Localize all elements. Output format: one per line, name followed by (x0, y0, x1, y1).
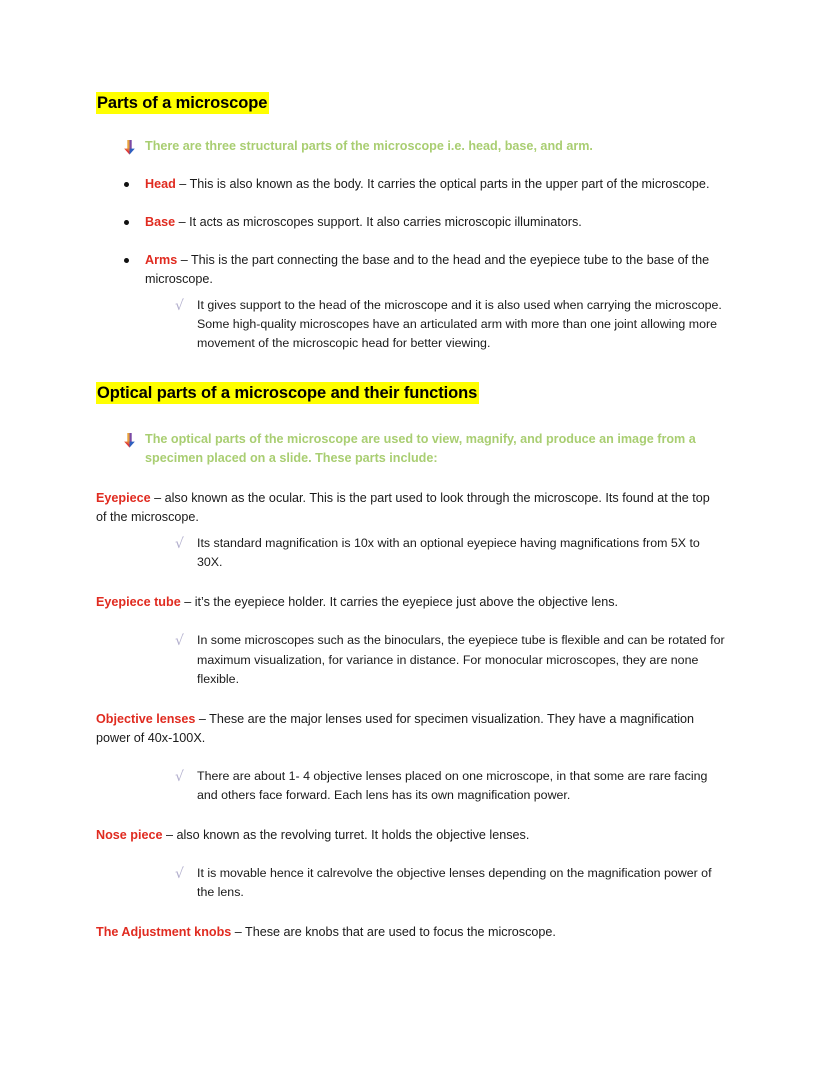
paragraph-eyepiece-tube (96, 593, 721, 612)
check-mark-icon: √ (175, 297, 184, 314)
lead-paragraph-optical-parts (96, 430, 736, 468)
term-label: Eyepiece (96, 491, 151, 506)
section-heading (96, 382, 736, 404)
term-label: Head (145, 177, 176, 192)
list-item (96, 213, 736, 232)
sub-list-item (96, 767, 736, 805)
disc-bullet-icon (124, 258, 129, 263)
disc-bullet-icon (124, 182, 129, 187)
list-item-content (145, 213, 582, 232)
term-description: – This is the part connecting the base and to the head and the eyepiece tube to the base of the microscope. (145, 253, 710, 287)
lead-paragraph-structural-parts (96, 137, 736, 156)
sub-list-item-text: It gives support to the head of the microscope and it is also used when carrying the microscope. Some high-quality microscopes have an articulated arm with more than one joint allowing more movement of the microscopic head for better viewing. (197, 297, 722, 351)
page-title (96, 92, 736, 114)
check-mark-icon: √ (175, 866, 184, 883)
term-description: – This is also known as the body. It carries the optical parts in the upper part of the microscope. (175, 177, 710, 192)
term-label: The Adjustment knobs (96, 925, 232, 940)
paragraph-eyepiece (96, 489, 721, 527)
check-mark-icon: √ (175, 633, 184, 650)
term-label: Base (145, 215, 176, 230)
multicolor-arrow-bullet-icon (123, 140, 136, 155)
term-description: – it’s the eyepiece holder. It carries the eyepiece just above the objective lens. (180, 595, 619, 610)
sub-list-item (96, 864, 736, 902)
disc-bullet-icon (124, 220, 129, 225)
page-title-text: Parts of a microscope (97, 94, 268, 112)
list-item-content (145, 251, 723, 289)
term-label: Eyepiece tube (96, 595, 181, 610)
paragraph-objective-lenses (96, 710, 721, 748)
term-description: – These are knobs that are used to focus the microscope. (231, 925, 556, 940)
check-mark-icon: √ (175, 535, 184, 552)
term-description: – also known as the ocular. This is the part used to look through the microscope. Its found at the top of the microscope. (96, 491, 710, 525)
list-item (96, 251, 736, 289)
paragraph-nose-piece (96, 826, 721, 845)
multicolor-arrow-bullet-icon (123, 433, 136, 448)
sub-list-item (96, 631, 736, 689)
sub-list-item (96, 296, 736, 354)
term-description: – These are the major lenses used for specimen visualization. They have a magnification power of 40x-100X. (96, 711, 695, 745)
list-item-content (145, 175, 709, 194)
sub-list-item-text: It is movable hence it calrevolve the objective lenses depending on the magnification power of the lens. (197, 866, 712, 900)
term-label: Arms (145, 253, 178, 268)
term-description: – It acts as microscopes support. It also carries microscopic illuminators. (175, 215, 582, 230)
lead-paragraph-text: The optical parts of the microscope are used to view, magnify, and produce an image from a specimen placed on a slide. These parts include: (145, 431, 696, 466)
document-body (96, 92, 736, 942)
sub-list-item-text: Its standard magnification is 10x with an optional eyepiece having magnifications from 5X to 30X. (197, 535, 700, 570)
sub-list-item-text: There are about 1- 4 objective lenses placed on one microscope, in that some are rare facing and others face forward. Each lens has its own magnification power. (197, 768, 708, 802)
sub-list-item-text: In some microscopes such as the binoculars, the eyepiece tube is flexible and can be rotated for maximum visualization, for variance in distance. For monocular microscopes, they are none flexible. (197, 633, 725, 686)
list-item (96, 175, 736, 194)
section-heading-text: Optical parts of a microscope and their functions (97, 383, 478, 402)
section-parts-of-a-microscope (96, 92, 736, 114)
term-description: – also known as the revolving turret. It holds the objective lenses. (162, 828, 530, 843)
sub-list-item (96, 534, 736, 572)
paragraph-adjustment-knobs (96, 923, 721, 942)
check-mark-icon: √ (175, 768, 184, 785)
lead-paragraph-text: There are three structural parts of the microscope i.e. head, base, and arm. (145, 139, 593, 154)
term-label: Objective lenses (96, 711, 196, 726)
section-optical-parts (96, 382, 736, 404)
term-label: Nose piece (96, 828, 163, 843)
